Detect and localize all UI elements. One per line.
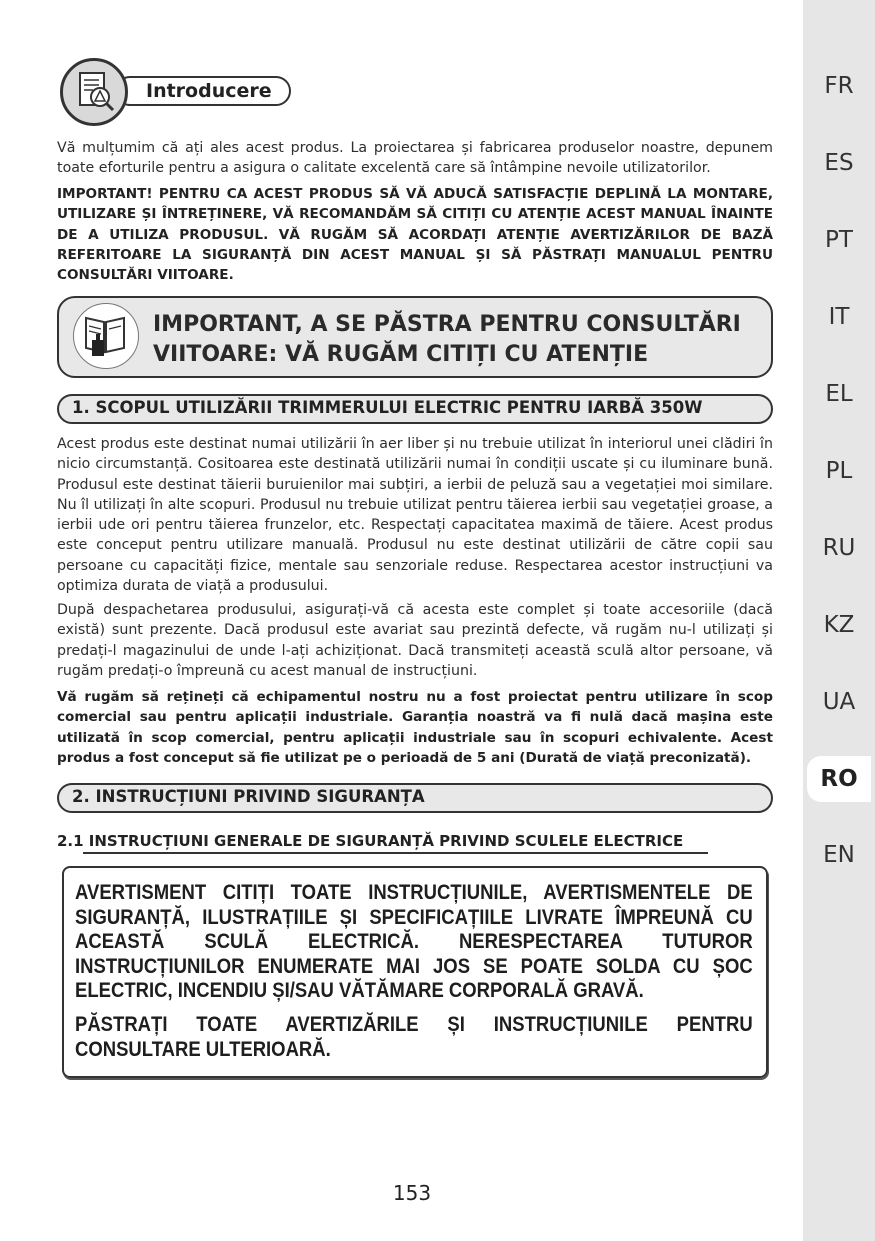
subsection-2-1-title: [57, 832, 683, 850]
section-2-title: 2. INSTRUCȚIUNI PRIVIND SIGURANȚA: [72, 787, 425, 806]
subsection-text: INSTRUCȚIUNI GENERALE DE SIGURANȚĂ PRIVIND SCULELE ELECTRICE: [88, 832, 684, 850]
lang-tab-pt[interactable]: PT: [825, 227, 853, 253]
section-1-paragraph-2: După despachetarea produsului, asigurați-vă că acesta este complet și toate accesoriile (dacă există) sunt prezente. Dacă produsul este avariat sau prezintă defecte, vă rugăm nu-l utilizați și predați-l magazinului de unde l-ați achiziționat. Dacă transmiteți această sculă altor persoane, vă rugăm predați-o împreună cu acest manual de instrucțiuni.: [57, 602, 773, 679]
section-1-paragraph-1: Acest produs este destinat numai utilizării în aer liber și nu trebuie utilizat în interiorul unei clădiri în nicio circumstanță. Cositoarea este destinată utilizării numai în condiții uscate și cu iluminare bună. Produsul este destinat tăierii buruienilor mai subțiri, a ierbii de peluză sau a vegetației moi similare. Nu îl utilizați în alte scopuri. Produsul nu trebuie utilizat pentru tăierea ierbii sau vegetației groase, a ierbii ude ori pentru tăierea frunzelor, etc. Respectați capacitatea maximă de tăiere. Acest produs este conceput pentru utilizare manuală. Produsul nu este destinat utilizării de către copii sau persoane cu capacități fizice, mentale sau senzoriale reduse. Respectarea acestor instrucțiuni va optimiza durata de viață a produsului.: [57, 436, 773, 595]
language-sidebar: [803, 0, 875, 1241]
page-title: Introducere: [146, 80, 272, 102]
lang-tab-pl[interactable]: PL: [825, 458, 853, 484]
subsection-underline: [83, 852, 708, 854]
document-warning-icon: [60, 58, 128, 126]
lang-tab-it[interactable]: IT: [828, 304, 850, 330]
lang-tab-ua[interactable]: UA: [822, 689, 856, 715]
safety-warning-text-2: PĂSTRAȚI TOATE AVERTIZĂRILE ȘI INSTRUCȚIUNILE PENTRU CONSULTARE ULTERIOARĂ.: [75, 1012, 753, 1061]
important-line-1: IMPORTANT, A SE PĂSTRA PENTRU CONSULTĂRI: [153, 312, 741, 337]
subsection-number: 2.1: [57, 832, 89, 850]
intro-thanks-text: Vă mulțumim că ați ales acest produs. La proiectarea și fabricarea produselor noastre, depunem toate eforturile pentru a asigura o calitate excelentă care să întâmpine nevoile utilizatorilor.: [57, 140, 773, 177]
lang-tab-kz[interactable]: KZ: [823, 612, 855, 638]
page-number: 153: [392, 1181, 432, 1205]
lang-tab-fr[interactable]: FR: [824, 73, 854, 99]
safety-warning-text-1: AVERTISMENT CITIȚI TOATE INSTRUCȚIUNILE, AVERTISMENTELE DE SIGURANȚĂ, ILUSTRAȚIILE ȘI SPECIFICAȚIILE LIVRATE ÎMPREUNĂ CU ACEASTĂ SCULĂ ELECTRICĂ. NERESPECTAREA TUTUROR INSTRUCȚIUNILOR ENUMERATE MAI JOS SE POATE SOLDA CU ȘOC ELECTRIC, INCENDIU ȘI/SAU VĂTĂMARE CORPORALĂ GRAVĂ.: [75, 880, 753, 1003]
important-line-2: VIITOARE: VĂ RUGĂM CITIȚI CU ATENȚIE: [153, 342, 649, 367]
lang-tab-ro[interactable]: RO: [807, 756, 871, 802]
important-notice-text: [153, 310, 753, 370]
read-manual-icon: [73, 303, 139, 369]
intro-important-text: IMPORTANT! PENTRU CA ACEST PRODUS SĂ VĂ ADUCĂ SATISFACȚIE DEPLINĂ LA MONTARE, UTILIZARE ȘI ÎNTREȚINERE, VĂ RECOMANDĂM SĂ CITIȚI CU ATENȚIE ACEST MANUAL ÎNAINTE DE A UTILIZA PRODUSUL. VĂ RUGĂM SĂ ACORDAȚI ATENȚIE AVERTIZĂRILOR DE BAZĂ REFERITOARE LA SIGURANȚĂ DIN ACEST MANUAL ȘI SĂ PĂSTRAȚI MANUALUL PENTRU CONSULTĂRI VIITOARE.: [57, 186, 773, 284]
section-1-title: 1. SCOPUL UTILIZĂRII TRIMMERULUI ELECTRIC PENTRU IARBĂ 350W: [72, 398, 703, 417]
lang-tab-es[interactable]: ES: [824, 150, 854, 176]
lang-tab-ru[interactable]: RU: [822, 535, 856, 561]
lang-tab-en[interactable]: EN: [823, 842, 855, 868]
section-1-paragraph-3: Vă rugăm să rețineți că echipamentul nostru nu a fost proiectat pentru utilizare în scop comercial sau pentru aplicații industriale. Garanția noastră va fi nulă dacă mașina este utilizată în scop comercial, pentru aplicații industriale sau în scopuri echivalente. Acest produs a fost conceput să fie utilizat pe o perioadă de 5 ani (Durată de viață preconizată).: [57, 689, 773, 766]
lang-tab-el[interactable]: EL: [825, 381, 853, 407]
